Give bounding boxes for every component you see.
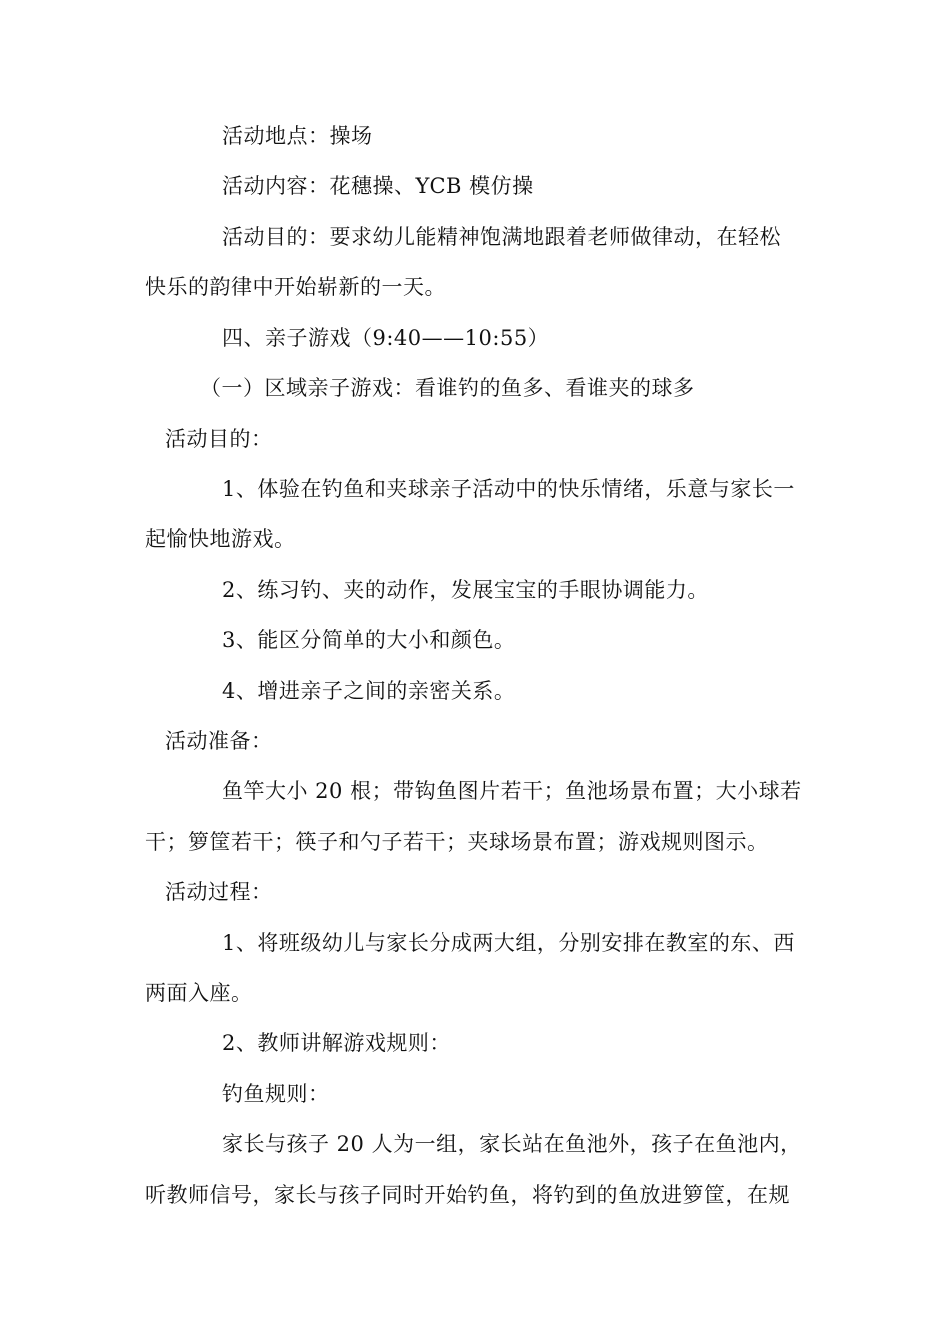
- paragraph-line: 2、练习钓、夹的动作，发展宝宝的手眼协调能力。: [222, 578, 709, 602]
- section-heading: 四、亲子游戏（9:40——10:55）: [222, 326, 550, 350]
- paragraph-label: 活动过程：: [165, 880, 273, 904]
- paragraph-label: 活动目的：: [165, 427, 273, 451]
- paragraph-line: 听教师信号，家长与孩子同时开始钓鱼，将钓到的鱼放进箩筐，在规: [145, 1183, 790, 1207]
- subsection-heading: （一）区域亲子游戏：看谁钓的鱼多、看谁夹的球多: [200, 376, 695, 400]
- paragraph-label: 钓鱼规则：: [222, 1082, 330, 1106]
- paragraph-line: 起愉快地游戏。: [145, 527, 296, 551]
- paragraph-line: 1、将班级幼儿与家长分成两大组，分别安排在教室的东、西: [222, 931, 795, 955]
- paragraph-line: 干；箩筐若干；筷子和勺子若干；夹球场景布置；游戏规则图示。: [145, 830, 769, 854]
- paragraph-line: 2、教师讲解游戏规则：: [222, 1031, 451, 1055]
- paragraph-line: 活动目的：要求幼儿能精神饱满地跟着老师做律动，在轻松: [222, 225, 781, 249]
- paragraph-line: 两面入座。: [145, 981, 253, 1005]
- paragraph-line: 4、增进亲子之间的亲密关系。: [222, 679, 516, 703]
- paragraph-line: 1、体验在钓鱼和夹球亲子活动中的快乐情绪，乐意与家长一: [222, 477, 795, 501]
- paragraph-line: 家长与孩子 20 人为一组，家长站在鱼池外，孩子在鱼池内，: [222, 1132, 802, 1156]
- paragraph-line: 3、能区分简单的大小和颜色。: [222, 628, 516, 652]
- paragraph-line: 活动内容：花穗操、YCB 模仿操: [222, 174, 534, 198]
- paragraph-line: 快乐的韵律中开始崭新的一天。: [145, 275, 446, 299]
- paragraph-line: 鱼竿大小 20 根；带钩鱼图片若干；鱼池场景布置；大小球若: [222, 779, 802, 803]
- paragraph-label: 活动准备：: [165, 729, 273, 753]
- paragraph-line: 活动地点：操场: [222, 124, 373, 148]
